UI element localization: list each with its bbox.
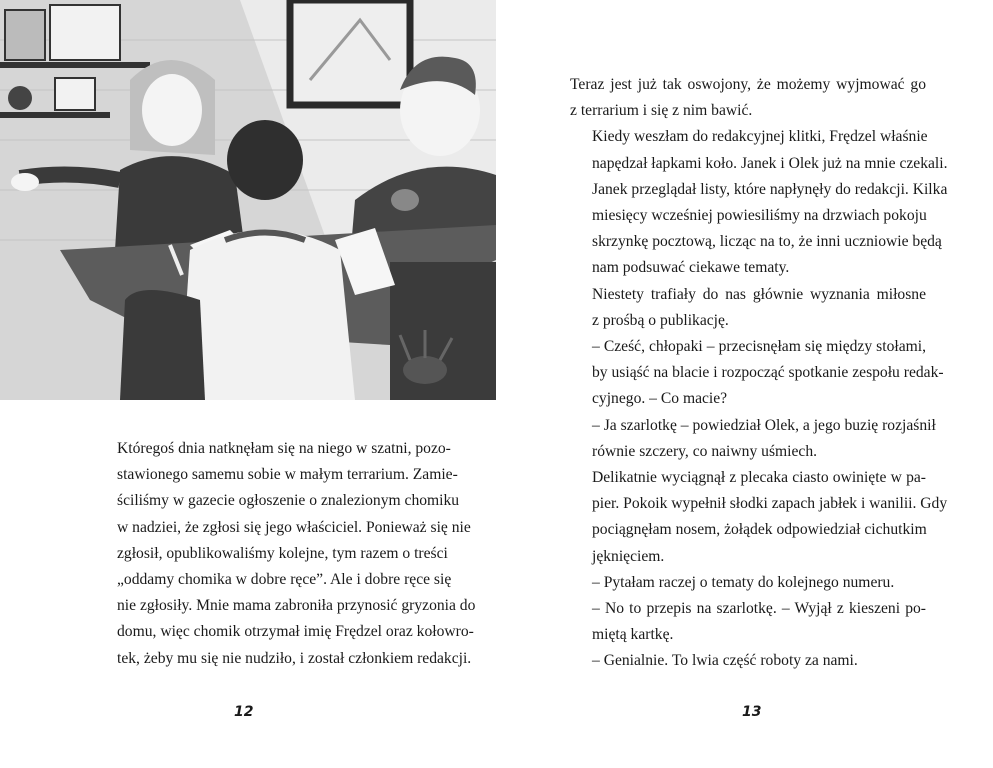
right-paragraph	[570, 570, 926, 596]
text-line: skrzynkę pocztową, licząc na to, że inni uczniowie będą	[592, 233, 942, 251]
right-page	[497, 0, 993, 768]
text-line: pociągnęłam nosem, żołądek odpowiedział cichutkim	[592, 521, 927, 539]
page-number-left: 12	[234, 704, 254, 720]
left-body-text	[95, 436, 476, 672]
text-line: napędzał łapkami koło. Janek i Olek już na mnie czekali.	[592, 154, 948, 172]
right-paragraph	[570, 596, 926, 648]
text-line: cyjnego. – Co macie?	[592, 390, 728, 408]
text-line: zgłosił, opublikowaliśmy kolejne, tym razem o treści	[117, 544, 448, 562]
text-line: ściliśmy w gazecie ogłoszenie o znalezionym chomiku	[117, 492, 460, 510]
text-line: Kiedy weszłam do redakcyjnej klitki, Frędzel właśnie	[592, 128, 928, 146]
page-number-right: 13	[742, 704, 762, 720]
text-line: – Cześć, chłopaki – przecisnęłam się między stołami,	[592, 338, 926, 356]
text-line: – Genialnie. To lwia część roboty za nami.	[592, 652, 858, 670]
text-line: „oddamy chomika w dobre ręce”. Ale i dobre ręce się	[117, 571, 452, 589]
text-line: tek, żeby mu się nie nudziło, i został członkiem redakcji.	[117, 649, 472, 667]
right-body-text	[570, 72, 948, 675]
right-paragraph	[570, 124, 948, 281]
text-line: nam podsuwać ciekawe tematy.	[592, 259, 790, 277]
text-line: jęknięciem.	[592, 547, 665, 565]
text-line: pier. Pokoik wypełnił słodki zapach jabłek i wanilii. Gdy	[592, 495, 948, 513]
right-paragraph	[570, 465, 948, 570]
text-line: równie szczery, co naiwny uśmiech.	[592, 442, 818, 460]
left-page	[0, 0, 496, 768]
text-line: Teraz jest już tak oswojony, że możemy wyjmować go	[570, 76, 926, 93]
text-line: z prośbą o publikację.	[592, 311, 729, 329]
text-line: stawionego samemu sobie w małym terrarium. Zamie-	[117, 466, 458, 484]
right-paragraph	[570, 413, 936, 465]
text-line: – Pytałam raczej o tematy do kolejnego numeru.	[592, 573, 895, 591]
text-line: by usiąść na blacie i rozpocząć spotkanie zespołu redak-	[592, 364, 944, 382]
illustration	[0, 0, 496, 400]
text-line: miesięcy wcześniej powiesiliśmy na drzwiach pokoju	[592, 207, 927, 225]
right-paragraph	[570, 282, 926, 334]
right-paragraph	[570, 334, 944, 413]
right-paragraph	[570, 72, 926, 124]
text-line: Janek przeglądał listy, które napłynęły do redakcji. Kilka	[592, 180, 948, 198]
text-line: nie zgłosiły. Mnie mama zabroniła przynosić gryzonia do	[117, 597, 476, 615]
right-paragraph	[570, 648, 926, 674]
text-line: Któregoś dnia natknęłam się na niego w szatni, pozo-	[117, 440, 451, 457]
text-line: Delikatnie wyciągnął z plecaka ciasto owinięte w pa-	[592, 469, 926, 487]
illustration-drawing	[0, 0, 496, 400]
text-line: – Ja szarlotkę – powiedział Olek, a jego buzię rozjaśnił	[592, 416, 936, 434]
left-paragraph	[95, 436, 476, 672]
text-line: z terrarium i się z nim bawić.	[570, 102, 753, 120]
text-line: Niestety trafiały do nas głównie wyznania miłosne	[592, 285, 926, 303]
text-line: miętą kartkę.	[592, 626, 674, 644]
text-line: – No to przepis na szarlotkę. – Wyjął z kieszeni po-	[592, 600, 926, 618]
text-line: domu, więc chomik otrzymał imię Frędzel oraz kołowro-	[117, 623, 474, 641]
text-line: w nadziei, że zgłosi się jego właściciel. Ponieważ się nie	[117, 518, 471, 536]
